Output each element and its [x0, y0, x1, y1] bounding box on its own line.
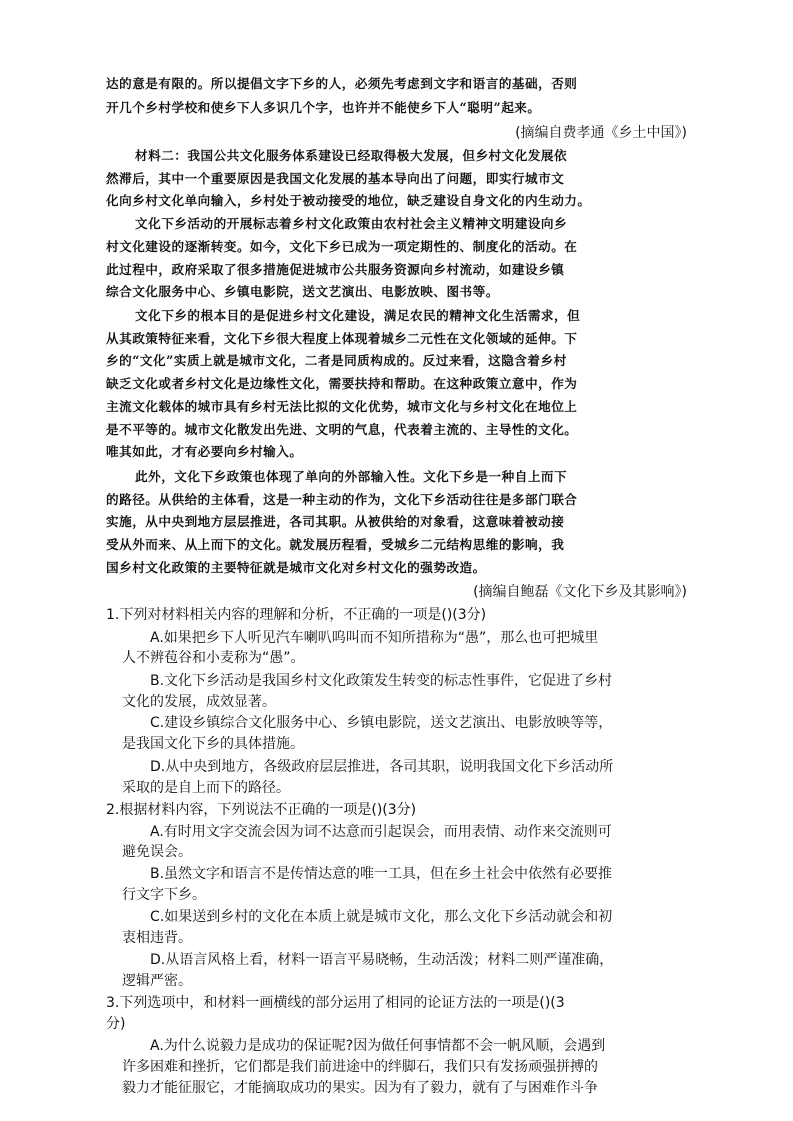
option-c: C.建设乡镇综合文化服务中心、乡镇电影院，送文艺演出、电影放映等等，	[150, 715, 613, 732]
option-d: 逻辑严密。	[122, 972, 192, 989]
text-line: 唯其如此，才有必要向乡村输入。	[106, 444, 303, 460]
option-a: A.为什么说毅力是成功的保证呢?因为做任何事情都不会一帆风顺，会遇到	[150, 1038, 606, 1055]
question-stem: 分)	[106, 1016, 126, 1033]
text-line: 材料二：我国公共文化服务体系建设已经取得极大发展，但乡村文化发展依	[135, 147, 568, 163]
text-line: 化向乡村文化单向输入，乡村处于被动接受的地位，缺乏建设自身文化的内生动力。	[106, 193, 591, 209]
text-line: 达的意是有限的。所以提倡文字下乡的人，必须先考虑到文字和语言的基础，否则	[106, 76, 578, 91]
option-d: D.从中央到地方，各级政府层层推进，各司其职，说明我国文化下乡活动所	[150, 759, 614, 775]
text-line: 国乡村文化政策的主要特征就是城市文化对乡村文化的强势改造。	[106, 559, 486, 575]
text-line: 主流文化载体的城市具有乡村无法比拟的文化优势，城市文化与乡村文化在地位上	[106, 398, 578, 414]
question-stem: 3.下列选项中，和材料一画横线的部分运用了相同的论证方法的一项是()(3	[106, 995, 565, 1012]
option-b: B.文化下乡活动是我国乡村文化政策发生转变的标志性事件，它促进了乡村	[150, 672, 613, 689]
text-line: 的路径。从供给的主体看，这是一种主动的作为，文化下乡活动往往是多部门联合	[106, 491, 578, 507]
text-line: 文化下乡活动的开展标志着乡村文化政策由农村社会主义精神文明建设向乡	[135, 216, 568, 232]
option-a: A.如果把乡下人听见汽车喇叭呜叫而不知所措称为“愚”，那么也可把城里	[150, 629, 599, 646]
option-a: 人不辨苞谷和小麦称为“愚”。	[122, 649, 305, 666]
text-line: 开几个乡村学校和使乡下人多识几个字，也许并不能使乡下人“聪明”起来。	[106, 99, 541, 115]
question-stem: 1.下列对材料相关内容的理解和分析，不正确的一项是()(3分)	[106, 607, 487, 624]
question-stem: 2.根据材料内容，下列说法不正确的一项是()(3分)	[106, 801, 417, 818]
text-line: 综合文化服务中心、乡镇电影院，送文艺演出、电影放映、图书等。	[106, 284, 499, 300]
text-line: 实施，从中央到地方层层推进，各司其职。从被供给的对象看，这意味着被动接	[106, 514, 565, 530]
option-b: 文化的发展，成效显著。	[122, 693, 276, 710]
option-a: 毅力才能征服它，才能摘取成功的果实。因为有了毅力，就有了与困难作斗争	[122, 1080, 598, 1096]
text-line: 村文化建设的逐渐转变。如今，文化下乡已成为一项定期性的、制度化的活动。在	[106, 238, 578, 254]
text-line: 缺乏文化或者乡村文化是边缘性文化，需要扶持和帮助。在这种政策立意中，作为	[106, 376, 578, 392]
text-line: 乡的“文化”实质上就是城市文化，二者是同质构成的。反过来看，这隐含着乡村	[106, 353, 567, 369]
text-line: 是不平等的。城市文化散发出先进、文明的气息，代表着主流的、主导性的文化。	[106, 421, 578, 437]
source-citation: (摘编自鲍磊《文化下乡及其影响》)	[473, 584, 687, 601]
source-citation: (摘编自费孝通《乡土中国》)	[515, 125, 687, 142]
text-line: 此外，文化下乡政策也体现了单向的外部输入性。文化下乡是一种自上而下	[135, 468, 568, 484]
option-c: 衷相违背。	[122, 929, 192, 946]
option-d: D.从语言风格上看，材料一语言平易晓畅，生动活泼；材料二则严谨准确，	[150, 951, 614, 968]
text-line: 从其政策特征来看，文化下乡很大程度上体现着城乡二元性在文化领域的延伸。下	[106, 330, 578, 346]
option-a: 避免误会。	[122, 844, 192, 861]
option-a: 许多困难和挫折，它们都是我们前进途中的绊脚石，我们只有发扬顽强拼搏的	[122, 1059, 598, 1076]
option-c: 是我国文化下乡的具体措施。	[122, 736, 304, 753]
option-b: 行文字下乡。	[122, 887, 206, 904]
option-b: B.虽然文字和语言不是传情达意的唯一工具，但在乡土社会中依然有必要推	[150, 866, 613, 883]
text-line: 受从外而来、从上而下的文化。就发展历程看，受城乡二元结构思维的影响，我	[106, 537, 565, 553]
option-d: 采取的是自上而下的路径。	[122, 779, 290, 796]
text-line: 此过程中，政府采取了很多措施促进城市公共服务资源向乡村流动，如建设乡镇	[106, 261, 565, 277]
text-line: 然滞后，其中一个重要原因是我国文化发展的基本导向出了问题，即实行城市文	[106, 170, 565, 186]
text-line: 文化下乡的根本目的是促进乡村文化建设，满足农民的精神文化生活需求，但	[135, 307, 581, 323]
option-a: A.有时用文字交流会因为词不达意而引起误会，而用表情、动作来交流则可	[150, 823, 612, 840]
option-c: C.如果送到乡村的文化在本质上就是城市文化，那么文化下乡活动就会和初	[150, 909, 613, 926]
